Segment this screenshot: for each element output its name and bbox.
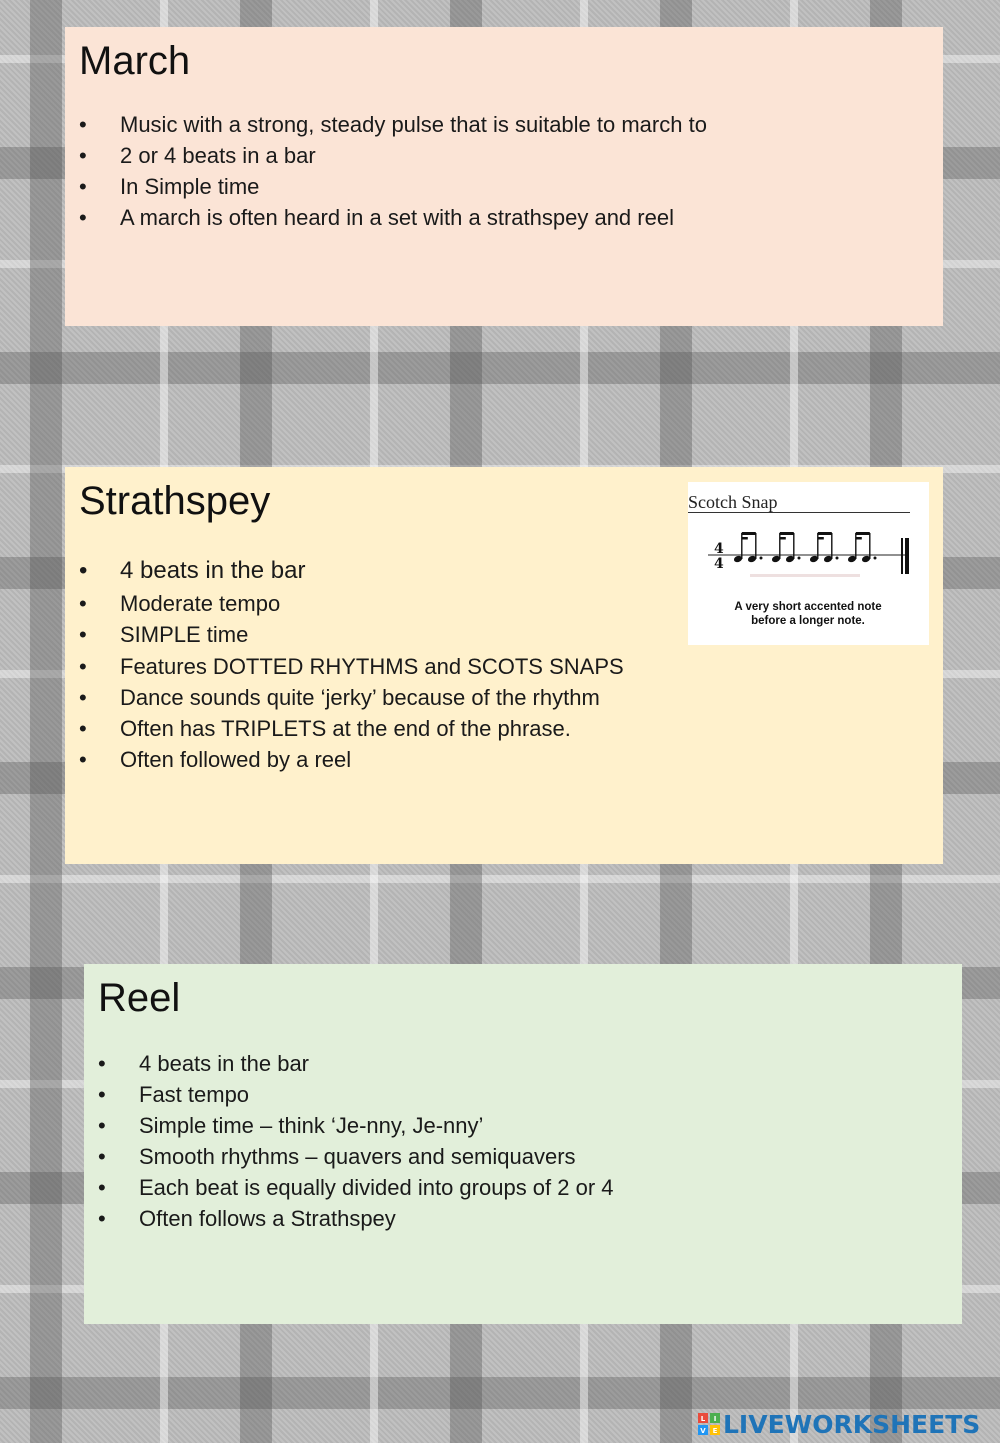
- reel-list: [98, 1048, 948, 1234]
- list-item-text: 4 beats in the bar: [120, 557, 306, 584]
- list-item: [79, 682, 929, 713]
- march-list: [79, 109, 929, 233]
- bullet: •: [98, 1051, 106, 1076]
- note-dot: [760, 557, 763, 560]
- list-item: [98, 1172, 948, 1203]
- bullet: •: [79, 591, 87, 616]
- list-item-text: Often has TRIPLETS at the end of the phrase.: [120, 716, 571, 742]
- liveworksheets-logo[interactable]: [698, 1409, 980, 1439]
- list-item: [79, 713, 929, 744]
- scotch-snap-caption: A very short accented note before a longer note.: [734, 601, 882, 627]
- list-item-text: Features DOTTED RHYTHMS and SCOTS SNAPS: [120, 653, 624, 679]
- time-signature-top: 4: [714, 541, 724, 557]
- list-item-text: Fast tempo: [139, 1082, 250, 1107]
- reel-card: [84, 964, 962, 1324]
- list-item-text: Often follows a Strathspey: [139, 1206, 396, 1231]
- bullet: •: [79, 716, 87, 742]
- list-item-text: Music with a strong, steady pulse that is suitable to march to: [120, 112, 707, 137]
- svg-text:E: E: [712, 1427, 718, 1435]
- final-barline-thin: [901, 538, 903, 574]
- note-sub-beam: [780, 537, 786, 540]
- note-sub-beam: [856, 537, 862, 540]
- bullet: •: [79, 622, 87, 648]
- list-item: [79, 202, 929, 233]
- shadow-bar: [750, 574, 860, 577]
- list-item-text: Simple time – think ‘Je-nny, Je-nny’: [139, 1113, 484, 1138]
- bullet: •: [79, 174, 87, 199]
- scotch-snap-figure: [688, 482, 929, 645]
- bullet: •: [98, 1175, 106, 1200]
- bullet: •: [79, 143, 87, 168]
- snap-note-pair: [733, 532, 762, 563]
- note-dot: [836, 557, 839, 560]
- svg-text:I: I: [713, 1415, 717, 1423]
- snap-note-pair: [847, 532, 876, 563]
- bullet: •: [79, 653, 87, 679]
- list-item-text: A march is often heard in a set with a strathspey and reel: [120, 205, 674, 230]
- list-item-text: In Simple time: [120, 174, 260, 199]
- list-item: [98, 1048, 948, 1079]
- snap-note-pair: [771, 532, 800, 563]
- note-beam: [818, 532, 832, 535]
- note-dot: [874, 557, 877, 560]
- bullet: •: [98, 1206, 106, 1231]
- note-dot: [798, 557, 801, 560]
- list-item: [98, 1079, 948, 1110]
- list-item-text: Dance sounds quite ‘jerky’ because of the rhythm: [120, 684, 600, 710]
- note-sub-beam: [742, 537, 748, 540]
- note-beam: [780, 532, 794, 535]
- note-beam: [742, 532, 756, 535]
- time-signature-bottom: 4: [714, 556, 724, 572]
- list-item: [79, 140, 929, 171]
- march-title: March: [79, 39, 191, 83]
- scotch-snap-title: Scotch Snap: [688, 492, 778, 512]
- brand-name: LIVEWORKSHEETS: [723, 1409, 981, 1439]
- list-item: [98, 1203, 948, 1234]
- bullet: •: [98, 1113, 106, 1138]
- march-card: [65, 27, 943, 326]
- list-item: [79, 171, 929, 202]
- list-item: [79, 109, 929, 140]
- strathspey-title: Strathspey: [79, 479, 271, 523]
- list-item: [98, 1141, 948, 1172]
- bullet: •: [79, 747, 87, 773]
- list-item: [98, 1110, 948, 1141]
- list-item-text: Often followed by a reel: [120, 747, 352, 773]
- svg-text:L: L: [700, 1415, 706, 1423]
- svg-text:V: V: [700, 1427, 706, 1435]
- list-item-text: Smooth rhythms – quavers and semiquavers: [139, 1144, 576, 1169]
- bullet: •: [79, 112, 87, 137]
- reel-title: Reel: [98, 976, 181, 1020]
- bullet: •: [79, 684, 87, 710]
- list-item: [79, 651, 929, 682]
- bullet: •: [98, 1144, 106, 1169]
- note-group: [733, 532, 876, 563]
- note-beam: [856, 532, 870, 535]
- snap-note-pair: [809, 532, 838, 563]
- list-item-text: 4 beats in the bar: [139, 1051, 310, 1076]
- list-item: [79, 744, 929, 775]
- note-sub-beam: [818, 537, 824, 540]
- list-item-text: 2 or 4 beats in a bar: [120, 143, 316, 168]
- bullet: •: [79, 205, 87, 230]
- final-barline-thick: [905, 538, 909, 574]
- liveworksheets-icon: [698, 1413, 720, 1435]
- list-item-text: SIMPLE time: [120, 622, 249, 648]
- bullet: •: [79, 557, 88, 584]
- list-item-text: Each beat is equally divided into groups of 2 or 4: [139, 1175, 614, 1200]
- list-item-text: Moderate tempo: [120, 591, 281, 616]
- divider: [688, 512, 910, 513]
- bullet: •: [98, 1082, 106, 1107]
